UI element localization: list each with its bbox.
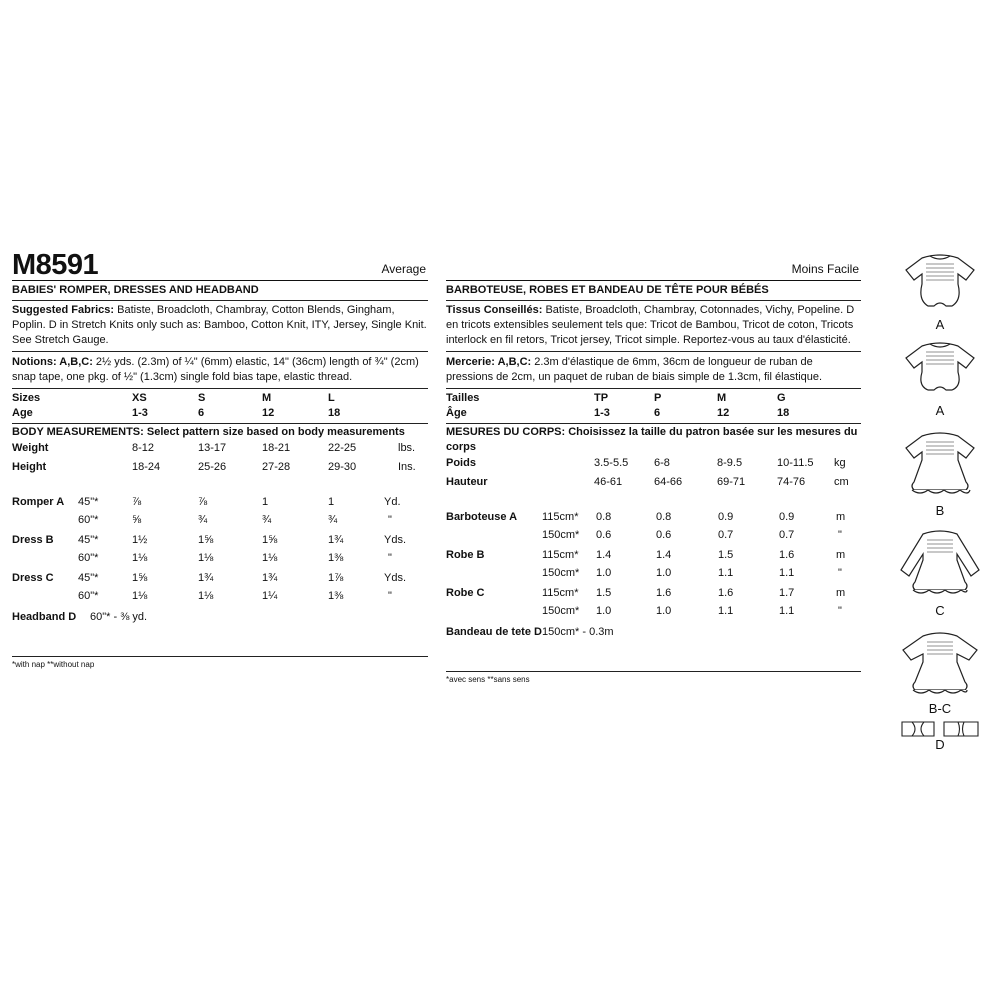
suggested-fabrics [12, 301, 428, 351]
notions [12, 352, 428, 388]
yardage-cell: 1⅛ [132, 552, 148, 564]
fabric-width: 115cm* [542, 511, 579, 523]
garment-label: Dress C [12, 572, 54, 584]
yardage-cell: ¾ [262, 514, 272, 526]
romper-icon [900, 328, 980, 406]
height-cell: 18-24 [132, 461, 161, 473]
view-caption: C [935, 603, 945, 618]
fabric-width: 60"* [78, 552, 99, 564]
yardage-cell: 1⅝ [198, 534, 214, 546]
view-b-dress-illustration [880, 420, 1000, 518]
fabrics-text: Batiste, Broadcloth, Chambray, Cotonnades, Vichy, Popeline. D en tricots extensibles seulement tels que: Tricot de Bambou, Tricot de coton, Tricots interlock en fil retors, Tricot jersey, Tricot simple. Reportez-vous au taux d'élasticité. [446, 304, 855, 346]
yardage-cell: 1.0 [596, 567, 612, 579]
garment-label: Robe C [446, 587, 485, 599]
body-measurements-heading: BODY MEASUREMENTS: Select pattern size based on body measurements [12, 426, 405, 438]
height-cell: 46-61 [594, 476, 623, 488]
yardage-cell: 1¾ [262, 572, 278, 584]
yardage-cell: 0.8 [656, 511, 672, 523]
fabric-width: 115cm* [542, 587, 579, 599]
age-cell: 18 [328, 407, 341, 419]
fabric-width: 115cm* [542, 549, 579, 561]
size-table [12, 391, 428, 421]
yardage-cell: 1.5 [596, 587, 612, 599]
yardage-cell: 1.6 [718, 587, 734, 599]
yardage-row [12, 495, 428, 510]
headband-yardage: 150cm* - 0.3m [542, 626, 614, 638]
weight-cell: 3.5-5.5 [594, 457, 629, 469]
size-cell: G [777, 392, 786, 404]
yardage-cell: 1½ [132, 534, 148, 546]
yardage-row [12, 551, 428, 566]
difficulty-level: Average [381, 262, 426, 276]
fabric-width: 150cm* [542, 567, 580, 579]
headband-label: Headband D [12, 611, 77, 623]
view-caption: B-C [928, 701, 952, 716]
height-cell: 64-66 [654, 476, 683, 488]
yardage-cell: 1⅞ [328, 572, 344, 584]
yardage-cell: ⅞ [198, 496, 208, 508]
view-caption: A [935, 317, 945, 332]
yardage-cell: 1⅝ [262, 534, 278, 546]
yardage-unit: " [838, 529, 842, 541]
weight-cell: 10-11.5 [777, 457, 814, 469]
pattern-subtitle: BARBOTEUSE, ROBES ET BANDEAU DE TÊTE POUR BÉBÉS [446, 284, 769, 296]
yardage-cell: 1¾ [328, 534, 344, 546]
headband-row [12, 610, 428, 625]
yardage-table [446, 510, 861, 640]
view-c-dress-illustration [880, 520, 1000, 618]
fabric-width: 150cm* [542, 605, 580, 617]
measurement-table [446, 456, 861, 490]
yardage-row [12, 571, 428, 586]
garment-label: Barboteuse A [446, 511, 518, 523]
yardage-cell: 1 [262, 496, 269, 508]
fabric-width: 45"* [78, 496, 99, 508]
yardage-row [446, 604, 861, 619]
height-cell: 29-30 [328, 461, 357, 473]
yardage-group [12, 495, 428, 528]
yardage-cell: 1⅝ [132, 572, 148, 584]
yardage-cell: 1.7 [779, 587, 795, 599]
fabric-width: 45"* [78, 572, 99, 584]
notions-label: Mercerie: A,B,C: [446, 356, 532, 368]
sizes-row [12, 391, 428, 406]
yardage-unit: " [838, 567, 842, 579]
height-cell: 27-28 [262, 461, 291, 473]
size-table [446, 391, 861, 421]
notions-label: Notions: A,B,C: [12, 356, 93, 368]
height-cell: 74-76 [777, 476, 806, 488]
headband-yardage: 60"* - ⅜ yd. [90, 611, 148, 623]
height-label: Hauteur [446, 476, 488, 488]
height-label: Height [12, 461, 47, 473]
fabrics-label: Suggested Fabrics: [12, 304, 115, 316]
title-row [12, 250, 428, 280]
fabric-width: 45"* [78, 534, 99, 546]
yardage-unit: " [388, 514, 392, 526]
yardage-table [12, 495, 428, 625]
pattern-number: M8591 [12, 249, 99, 281]
age-cell: 6 [654, 407, 661, 419]
yardage-cell: 0.7 [779, 529, 795, 541]
fabric-width: 60"* [78, 514, 99, 526]
yardage-cell: 0.8 [596, 511, 612, 523]
weight-unit: kg [834, 457, 846, 469]
yardage-cell: 1¼ [262, 590, 278, 602]
headband-label: Bandeau de tete D [446, 626, 542, 638]
dress-icon [900, 420, 980, 506]
yardage-cell: 1⅜ [328, 590, 344, 602]
yardage-cell: 1.4 [656, 549, 672, 561]
body-measurements-heading: MESURES DU CORPS: Choisissez la taille du patron basée sur les mesures du corps [446, 426, 858, 453]
dress-icon [895, 520, 985, 606]
yardage-cell: 1 [328, 496, 335, 508]
age-cell: 12 [262, 407, 275, 419]
size-cell: XS [132, 392, 147, 404]
garment-label: Dress B [12, 534, 54, 546]
size-cell: M [717, 392, 727, 404]
weight-cell: 6-8 [654, 457, 670, 469]
height-row [12, 460, 428, 475]
yardage-cell: 0.9 [718, 511, 734, 523]
weight-label: Poids [446, 457, 476, 469]
measurement-table [12, 441, 428, 475]
age-cell: 12 [717, 407, 730, 419]
sizes-label: Tailles [446, 392, 480, 404]
fabric-width: 60"* [78, 590, 99, 602]
age-row [446, 406, 861, 421]
yardage-unit: Yd. [384, 496, 401, 508]
garment-label: Romper A [12, 496, 65, 508]
height-unit: cm [834, 476, 849, 488]
yardage-group [12, 571, 428, 604]
size-cell: P [654, 392, 662, 404]
age-cell: 18 [777, 407, 790, 419]
yardage-row [446, 586, 861, 601]
yardage-unit: m [836, 511, 846, 523]
yardage-cell: 1⅛ [262, 552, 278, 564]
yardage-unit: " [838, 605, 842, 617]
yardage-cell: 1.0 [596, 605, 612, 617]
headband-row [446, 625, 861, 640]
size-cell: TP [594, 392, 609, 404]
height-unit: Ins. [398, 461, 416, 473]
yardage-group [446, 586, 861, 619]
age-cell: 1-3 [594, 407, 610, 419]
age-cell: 1-3 [132, 407, 148, 419]
height-cell: 69-71 [717, 476, 746, 488]
yardage-unit: m [836, 549, 846, 561]
yardage-cell: 1.6 [779, 549, 795, 561]
age-cell: 6 [198, 407, 205, 419]
yardage-cell: 1.4 [596, 549, 612, 561]
height-cell: 25-26 [198, 461, 227, 473]
yardage-unit: Yds. [384, 572, 407, 584]
yardage-cell: 0.6 [656, 529, 672, 541]
yardage-cell: 1⅛ [198, 552, 214, 564]
pattern-subtitle: BABIES' ROMPER, DRESSES AND HEADBAND [12, 284, 259, 296]
footnote: *with nap **without nap [12, 660, 95, 669]
footnote: *avec sens **sans sens [446, 675, 530, 684]
yardage-cell: 1.1 [779, 605, 795, 617]
suggested-fabrics [446, 301, 861, 351]
english-column [12, 250, 428, 670]
yardage-cell: 0.6 [596, 529, 612, 541]
view-caption: A [935, 403, 945, 418]
size-cell: S [198, 392, 206, 404]
age-row [12, 406, 428, 421]
dress-icon [895, 622, 985, 704]
size-cell: L [328, 392, 335, 404]
yardage-group [446, 510, 861, 543]
yardage-group [446, 548, 861, 581]
notions-text: 2.3m d'élastique de 6mm, 36cm de longueur de ruban de pressions de 2cm, un paquet de ruban de biais simple de 1.3cm, fil élastique. [446, 356, 823, 383]
notions-text: 2½ yds. (2.3m) of ¼" (6mm) elastic, 14" (36cm) length of ¾" (2cm) snap tape, one pkg. of ½" (1.3cm) single fold bias tape, elastic thread. [12, 356, 419, 383]
sizes-row [446, 391, 861, 406]
height-row [446, 475, 861, 490]
yardage-cell: 1.0 [656, 605, 672, 617]
yardage-row [446, 548, 861, 563]
yardage-unit: " [388, 590, 392, 602]
weight-row [446, 456, 861, 471]
yardage-cell: 1.1 [779, 567, 795, 579]
fabrics-text: Batiste, Broadcloth, Chambray, Cotton Blends, Gingham, Poplin. D in Stretch Knits only such as: Bamboo, Cotton Knit, ITY, Jersey, Single Knit. See Stretch Gauge. [12, 304, 427, 346]
weight-unit: lbs. [398, 442, 416, 454]
yardage-cell: 1.1 [718, 567, 734, 579]
garment-label: Robe B [446, 549, 485, 561]
yardage-unit: " [388, 552, 392, 564]
age-label: Âge [446, 407, 467, 419]
french-column [446, 250, 861, 685]
view-caption: B [935, 503, 945, 518]
yardage-cell: ¾ [328, 514, 338, 526]
yardage-cell: 0.7 [718, 529, 734, 541]
yardage-cell: 1⅛ [132, 590, 148, 602]
view-d-headband-illustration [880, 718, 1000, 752]
yardage-group [12, 533, 428, 566]
yardage-row [446, 566, 861, 581]
yardage-cell: ⅝ [132, 514, 142, 526]
yardage-unit: Yds. [384, 534, 407, 546]
yardage-cell: ¾ [198, 514, 208, 526]
yardage-cell: 1.1 [718, 605, 734, 617]
yardage-cell: 1.0 [656, 567, 672, 579]
weight-cell: 8-12 [132, 442, 155, 454]
sizes-label: Sizes [12, 392, 41, 404]
view-a-romper-illustration [880, 240, 1000, 332]
fabrics-label: Tissus Conseillés: [446, 304, 543, 316]
yardage-row [12, 533, 428, 548]
yardage-row [446, 510, 861, 525]
view-caption: D [935, 737, 945, 752]
yardage-cell: 1.5 [718, 549, 734, 561]
yardage-cell: 1.6 [656, 587, 672, 599]
yardage-cell: 1⅛ [198, 590, 214, 602]
yardage-row [12, 589, 428, 604]
weight-cell: 13-17 [198, 442, 227, 454]
notions [446, 352, 861, 388]
weight-cell: 8-9.5 [717, 457, 743, 469]
view-b-c-dress-illustration [880, 622, 1000, 716]
fabric-width: 150cm* [542, 529, 580, 541]
difficulty-level: Moins Facile [791, 262, 859, 276]
yardage-row [446, 528, 861, 543]
yardage-cell: ⅞ [132, 496, 142, 508]
age-label: Age [12, 407, 33, 419]
yardage-row [12, 513, 428, 528]
view-a-romper-illustration [880, 328, 1000, 418]
size-cell: M [262, 392, 272, 404]
yardage-cell: 1¾ [198, 572, 214, 584]
yardage-unit: m [836, 587, 846, 599]
yardage-cell: 0.9 [779, 511, 795, 523]
yardage-cell: 1⅜ [328, 552, 344, 564]
weight-label: Weight [12, 442, 49, 454]
weight-cell: 18-21 [262, 442, 291, 454]
weight-row [12, 441, 428, 456]
romper-icon [900, 240, 980, 320]
weight-cell: 22-25 [328, 442, 357, 454]
title-row [446, 250, 861, 280]
